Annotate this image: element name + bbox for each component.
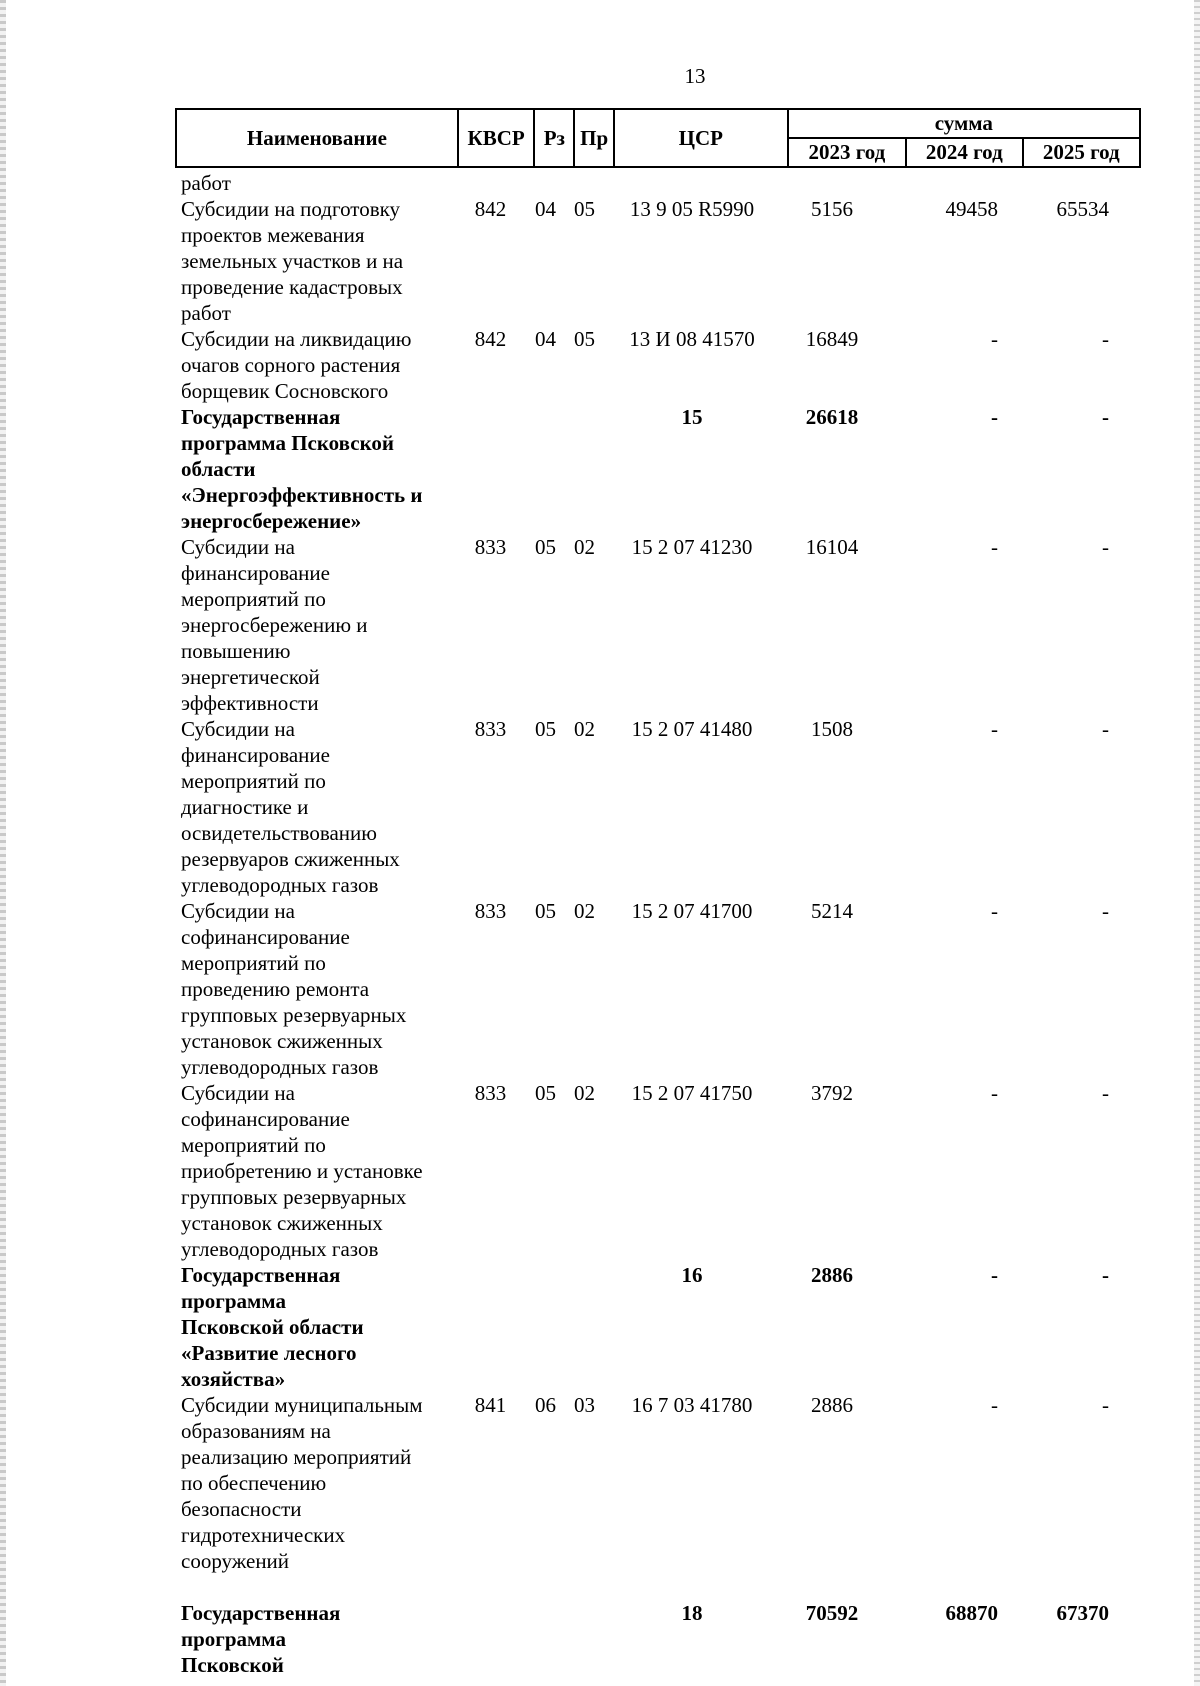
row-pr: 02 — [574, 1081, 595, 1105]
row-csr: 15 2 07 41700 — [631, 899, 753, 923]
row-pr: 02 — [574, 899, 595, 923]
table-row — [175, 1392, 1141, 1574]
row-2025: 67370 — [1056, 1601, 1109, 1625]
row-2025: - — [1102, 899, 1109, 923]
row-2023: 2886 — [811, 1263, 853, 1287]
row-2025: - — [1102, 1393, 1109, 1417]
header-year-2024: 2024 год — [906, 138, 1022, 167]
row-2023: 5214 — [811, 899, 853, 923]
row-pr: 02 — [574, 535, 595, 559]
header-year-2023: 2023 год — [788, 138, 906, 167]
header-name: Наименование — [176, 109, 458, 167]
row-2025: 65534 — [1056, 197, 1109, 221]
row-csr: 15 2 07 41480 — [631, 717, 753, 741]
row-kvsr: 833 — [474, 1081, 507, 1105]
table-row — [175, 716, 1141, 898]
row-csr: 15 — [681, 405, 703, 429]
row-name: Государственная программа Псковской области «Развитие лесного хозяйства» — [181, 1263, 364, 1391]
row-2024: - — [991, 535, 998, 559]
row-name: Субсидии на финансирование мероприятий по диагностике и освидетельствованию резервуаров сжиженных углеводородных газов — [181, 717, 400, 897]
row-2023: 16849 — [805, 327, 859, 351]
row-2023: 5156 — [811, 197, 853, 221]
row-2025: - — [1102, 327, 1109, 351]
row-2024: 68870 — [945, 1601, 998, 1625]
row-2024: - — [991, 899, 998, 923]
table-row-program — [175, 1600, 1141, 1678]
header-sum: сумма — [788, 109, 1140, 138]
scan-edge-left — [0, 0, 6, 1686]
table-row-program — [175, 404, 1141, 534]
row-kvsr: 833 — [474, 535, 507, 559]
row-name: работ — [181, 171, 231, 195]
row-csr: 13 9 05 R5990 — [629, 197, 755, 221]
table-row — [175, 170, 1141, 196]
row-2025: - — [1102, 717, 1109, 741]
row-csr: 15 2 07 41230 — [631, 535, 753, 559]
row-csr: 13 И 08 41570 — [629, 327, 755, 351]
row-2024: - — [991, 1081, 998, 1105]
row-kvsr: 841 — [474, 1393, 507, 1417]
row-2023: 3792 — [811, 1081, 853, 1105]
row-2023: 16104 — [805, 535, 859, 559]
row-rz: 05 — [535, 535, 556, 559]
row-kvsr: 833 — [474, 717, 507, 741]
row-2023: 26618 — [805, 405, 859, 429]
row-2023: 2886 — [811, 1393, 853, 1417]
row-pr: 05 — [574, 197, 595, 221]
header-pr: Пр — [574, 109, 614, 167]
row-rz: 05 — [535, 899, 556, 923]
row-2025: - — [1102, 1081, 1109, 1105]
row-name: Субсидии на софинансирование мероприятий по приобретению и установке групповых резервуарных установок сжиженных углеводородных газов — [181, 1081, 423, 1261]
table-header — [175, 108, 1141, 168]
table-row — [175, 326, 1141, 404]
row-pr: 02 — [574, 717, 595, 741]
row-kvsr: 842 — [474, 197, 507, 221]
row-2025: - — [1102, 405, 1109, 429]
row-name: Субсидии на ликвидацию очагов сорного растения борщевик Сосновского — [181, 327, 412, 403]
row-pr: 03 — [574, 1393, 595, 1417]
row-name: Субсидии муниципальным образованиям на реализацию мероприятий по обеспечению безопасности гидротехнических сооружений — [181, 1393, 423, 1573]
row-rz: 04 — [535, 327, 556, 351]
header-rz: Рз — [534, 109, 574, 167]
row-csr: 18 — [681, 1601, 703, 1625]
row-2024: 49458 — [945, 197, 998, 221]
row-kvsr: 842 — [474, 327, 507, 351]
row-2024: - — [991, 327, 998, 351]
row-2024: - — [991, 1393, 998, 1417]
table-row — [175, 196, 1141, 326]
row-rz: 05 — [535, 1081, 556, 1105]
table-body — [175, 170, 1141, 1678]
row-2024: - — [991, 405, 998, 429]
table-row-program — [175, 1262, 1141, 1392]
header-year-2025: 2025 год — [1023, 138, 1141, 167]
table-row — [175, 534, 1141, 716]
header-csr: ЦСР — [614, 109, 788, 167]
table-row — [175, 898, 1141, 1080]
row-2025: - — [1102, 1263, 1109, 1287]
row-csr: 16 — [681, 1263, 703, 1287]
row-csr: 16 7 03 41780 — [631, 1393, 753, 1417]
row-2024: - — [991, 717, 998, 741]
row-2025: - — [1102, 535, 1109, 559]
row-name: Государственная программа Псковской — [181, 1601, 341, 1677]
row-pr: 05 — [574, 327, 595, 351]
row-rz: 06 — [535, 1393, 556, 1417]
row-name: Государственная программа Псковской области «Энергоэффективность и энергосбережение» — [181, 405, 423, 533]
row-name: Субсидии на подготовку проектов межевания земельных участков и на проведение кадастровых работ — [181, 197, 404, 325]
row-name: Субсидии на софинансирование мероприятий по проведению ремонта групповых резервуарных установок сжиженных углеводородных газов — [181, 899, 407, 1079]
row-2023: 70592 — [805, 1601, 859, 1625]
page-number: 13 — [684, 64, 706, 88]
table-row — [175, 1080, 1141, 1262]
row-kvsr: 833 — [474, 899, 507, 923]
scan-edge-right — [1194, 0, 1200, 1686]
header-kvsr: КВСР — [458, 109, 535, 167]
row-rz: 04 — [535, 197, 556, 221]
row-2024: - — [991, 1263, 998, 1287]
row-rz: 05 — [535, 717, 556, 741]
row-name: Субсидии на финансирование мероприятий по энергосбережению и повышению энергетической эффективности — [181, 535, 368, 715]
row-csr: 15 2 07 41750 — [631, 1081, 753, 1105]
row-2023: 1508 — [811, 717, 853, 741]
